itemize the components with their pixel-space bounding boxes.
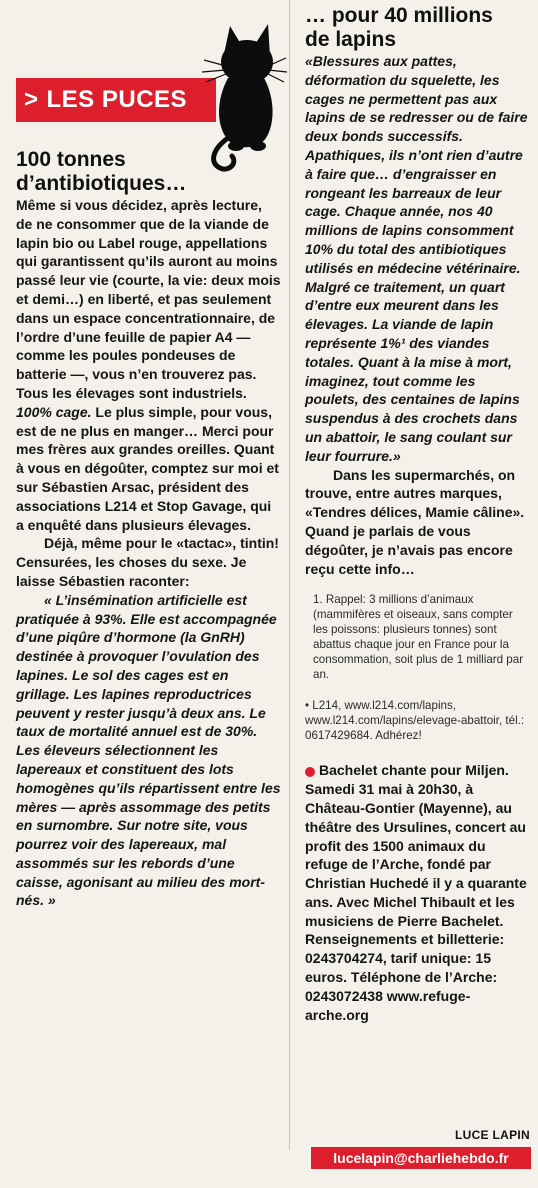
red-bullet-icon bbox=[305, 767, 315, 777]
banner-label: LES PUCES bbox=[46, 86, 188, 113]
right-column bbox=[305, 4, 529, 1024]
right-title-line1: … pour 40 millions bbox=[305, 4, 493, 27]
left-article-title bbox=[16, 148, 282, 196]
left-para1-italic: 100% cage. bbox=[16, 403, 92, 420]
left-title-line2: d’antibiotiques… bbox=[16, 172, 187, 195]
left-column bbox=[16, 148, 282, 910]
left-para1-text: Même si vous décidez, après lecture, de ne consommer que de la viande de lapin bio ou Label rouge, appellations qui garantissent qu’ils auront au moins passé leur vie (courte, la vie: deux mois et demi…) en liberté, et pas seulement dans un espace concentrationnaire, de l’ordre d’une feuille de papier A4 — comme les poules pondeuses de batterie —, vous n’en trouverez pas. Tous les élevages sont industriels. bbox=[16, 197, 281, 401]
event-text: Bachelet chante pour Miljen. Samedi 31 mai à 20h30, à Château-Gontier (Mayenne), au théâtre des Ursulines, concert au profit des 1500 animaux du refuge de l’Arche, fondé par Christian Huchedé il y a quarante ans. Avec Michel Thibault et les musiciens de Pierre Bachelet. Renseignements et billetterie: 0243704274, tarif unique: 15 euros. Téléphone de l’Arche: 0243072438 www.refuge-arche.org bbox=[305, 762, 527, 1023]
author-signature: LUCE LAPIN bbox=[455, 1128, 530, 1142]
l214-links: • L214, www.l214.com/lapins, www.l214.com/lapins/elevage-abattoir, tél.: 0617429684. Adhérez! bbox=[305, 699, 525, 743]
event-announcement bbox=[305, 761, 529, 1024]
banner-arrow: > bbox=[24, 86, 39, 113]
right-paragraph: Dans les supermarchés, on trouve, entre autres marques, «Tendres délices, Mamie câline». Quand je parlais de vous dégoûter, je n’avais pas encore reçu cette info… bbox=[305, 466, 525, 577]
left-para1-end: Le plus simple, pour vous, est de ne plus en manger… Merci pour mes frères aux grandes oreilles. Quant à vous en dégoûter, comptez sur moi et sur Sébastien Arsac, président des associations L214 et Stop Gavage, qui a enquêté dans plusieurs élevages. bbox=[16, 403, 279, 533]
left-paragraph-1 bbox=[16, 196, 282, 534]
column-divider bbox=[289, 0, 290, 1150]
left-title-line1: 100 tonnes bbox=[16, 148, 126, 171]
footnote: 1. Rappel: 3 millions d’animaux (mammifères et oiseaux, sans compter les poissons: plusieurs tonnes) sont abattus chaque jour en France pour la consommation, soit plus de 1 milliard par an. bbox=[313, 593, 524, 682]
section-banner bbox=[16, 78, 216, 122]
right-quote: «Blessures aux pattes, déformation du squelette, les cages ne permettent pas aux lapins de se redresser ou de faire deux bonds successifs. Apathiques, ils n’ont rien d’autre à faire que… d’engraisser en rongeant les barreaux de leur cage. Chaque année, nos 40 millions de lapins consomment 10% du total des antibiotiques utilisés en médecine vétérinaire. Malgré ce traitement, un quart d’entre eux meurent dans les élevages. La viande de lapin représente 1%¹ des viandes totales. Quant à la mise à mort, imaginez, tout comme les poulets, des centaines de lapins suspendus à des crochets dans un abattoir, le sang coulant sur leur fourrure.» bbox=[305, 53, 528, 464]
left-quote: « L’insémination artificielle est pratiquée à 93%. Elle est accompagnée d’une piqûre d’hormone (la GnRH) destinée à provoquer l’ovulation des lapines. Le sol des cages est en grillage. Les lapines reproductrices peuvent y rester jusqu’à deux ans. Le taux de mortalité annuel est de 30%. Les éleveurs sélectionnent les lapereaux et constituent des lots homogènes qu’ils répartissent entre les mères — après assommage des petits en surnombre. Sur notre site, vous pourrez voir des lapereaux, mal assommés sur les rebords d’une caisse, agonisant au milieu des mort-nés. » bbox=[16, 591, 281, 909]
left-paragraph-2: Déjà, même pour le «tactac», tintin! Censurées, les choses du sexe. Je laisse Sébastien raconter: bbox=[16, 535, 279, 589]
right-title-line2: de lapins bbox=[305, 28, 397, 51]
right-article-title bbox=[305, 4, 529, 52]
author-email: lucelapin@charliehebdo.fr bbox=[311, 1147, 531, 1169]
